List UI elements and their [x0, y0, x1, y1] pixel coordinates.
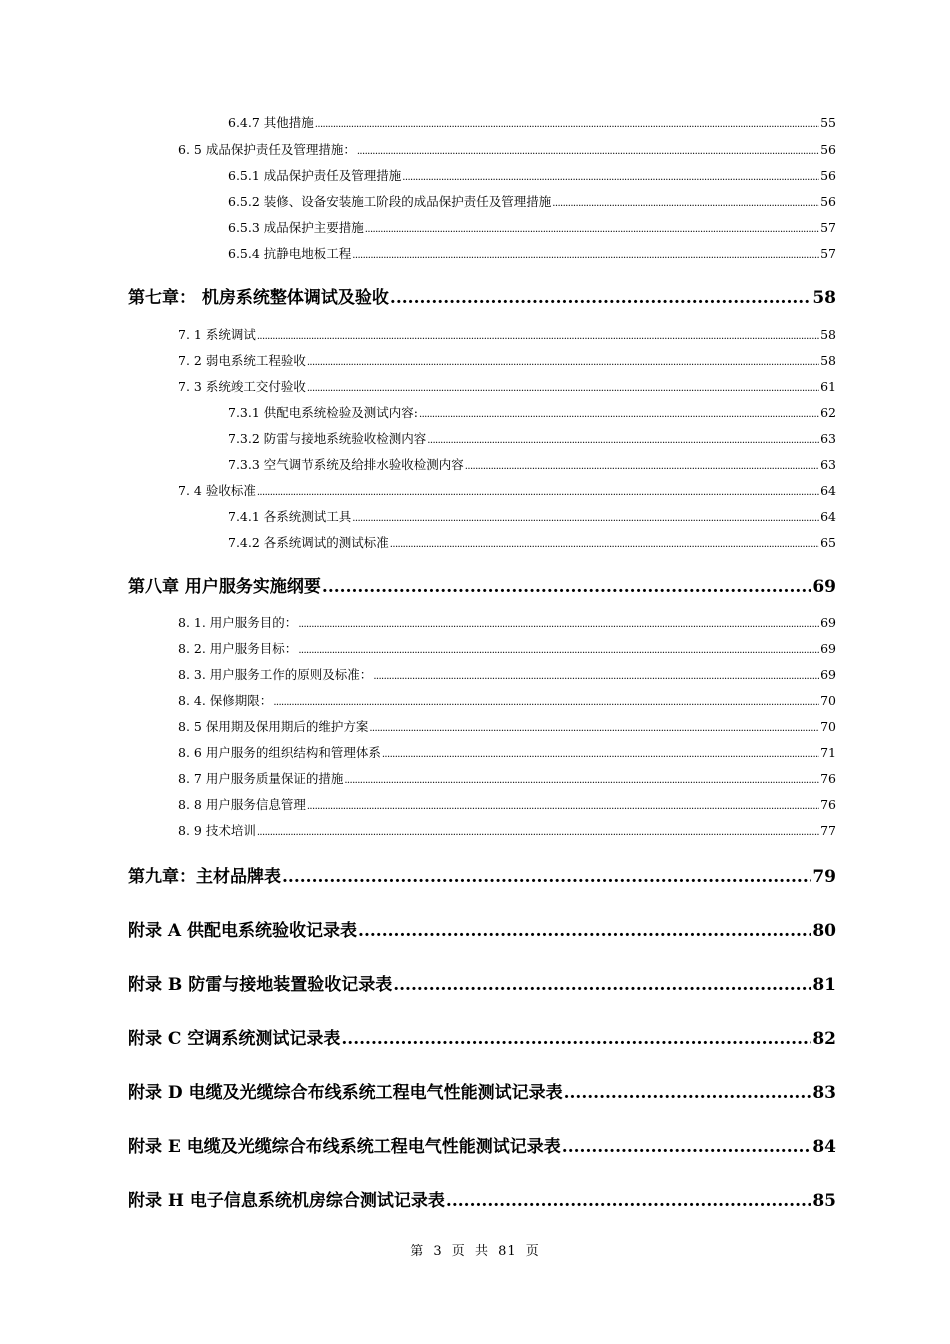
toc-entry-page: 69	[812, 577, 836, 597]
toc-entry-page: 64	[820, 509, 836, 524]
toc-entry[interactable]	[178, 691, 836, 709]
toc-leader-dots	[273, 697, 819, 708]
toc-leader-dots	[390, 288, 811, 308]
toc-leader-dots	[358, 921, 811, 941]
toc-leader-dots	[307, 801, 819, 812]
toc-entry[interactable]	[178, 351, 836, 369]
toc-entry-title: 6.4.7 其他措施	[228, 115, 314, 130]
toc-entry-page: 83	[812, 1083, 836, 1103]
page-footer	[0, 1240, 950, 1259]
toc-entry[interactable]	[178, 769, 836, 787]
toc-entry-page: 70	[820, 719, 836, 734]
toc-entry-page: 84	[812, 1137, 836, 1157]
toc-leader-dots	[446, 1191, 811, 1211]
toc-leader-dots	[257, 827, 819, 838]
toc-entry-title: 附录 E 电缆及光缆综合布线系统工程电气性能测试记录表	[128, 1137, 561, 1157]
toc-entry-title: 8. 7 用户服务质量保证的措施	[178, 771, 344, 786]
toc-entry-page: 64	[820, 483, 836, 498]
toc-entry[interactable]	[228, 533, 836, 551]
toc-entry[interactable]	[228, 429, 836, 447]
toc-entry-title: 7. 2 弱电系统工程验收	[178, 353, 306, 368]
toc-entry-title: 附录 A 供配电系统验收记录表	[128, 921, 358, 941]
toc-entry[interactable]	[178, 795, 836, 813]
toc-entry-page: 69	[820, 641, 836, 656]
toc-entry[interactable]	[228, 244, 836, 262]
toc-entry-title: 7.3.2 防雷与接地系统验收检测内容	[228, 431, 427, 446]
toc-entry-page: 69	[820, 667, 836, 682]
toc-entry[interactable]	[228, 507, 836, 525]
toc-entry-page: 69	[820, 615, 836, 630]
toc-entry-title: 8. 9 技术培训	[178, 823, 256, 838]
toc-leader-dots	[564, 1083, 812, 1103]
toc-leader-dots	[257, 331, 819, 342]
toc-leader-dots	[315, 119, 819, 130]
toc-entry-title: 6.5.2 装修、设备安装施工阶段的成品保护责任及管理措施	[228, 194, 552, 209]
toc-leader-dots	[341, 1029, 811, 1049]
toc-leader-dots	[298, 619, 819, 630]
toc-entry-title: 7. 4 验收标准	[178, 483, 256, 498]
toc-leader-dots	[369, 723, 819, 734]
toc-entry[interactable]	[128, 970, 836, 995]
toc-entry-page: 85	[812, 1191, 836, 1211]
toc-entry-title: 附录 B 防雷与接地装置验收记录表	[128, 975, 393, 995]
toc-entry-page: 77	[820, 823, 836, 838]
toc-entry-page: 57	[820, 246, 836, 261]
toc-entry-title: 附录 C 空调系统测试记录表	[128, 1029, 341, 1049]
toc-entry[interactable]	[178, 665, 836, 683]
toc-entry[interactable]	[228, 166, 836, 184]
toc-leader-dots	[393, 975, 811, 995]
toc-entry-page: 56	[820, 142, 836, 157]
toc-entry-title: 7. 1 系统调试	[178, 327, 256, 342]
toc-leader-dots	[344, 775, 819, 786]
toc-leader-dots	[352, 513, 819, 524]
toc-entry-page: 81	[812, 975, 836, 995]
toc-entry-page: 82	[812, 1029, 836, 1049]
toc-entry[interactable]	[128, 916, 836, 941]
toc-leader-dots	[357, 146, 819, 157]
toc-entry-title: 第八章 用户服务实施纲要	[128, 577, 321, 597]
toc-entry-title: 6.5.1 成品保护责任及管理措施	[228, 168, 402, 183]
toc-entry[interactable]	[178, 481, 836, 499]
toc-entry-page: 71	[820, 745, 836, 760]
toc-leader-dots	[402, 172, 819, 183]
footer-total-word: 共	[474, 1244, 489, 1259]
toc-entry-page: 55	[820, 115, 836, 130]
toc-entry-title: 8. 3. 用户服务工作的原则及标准：	[178, 667, 373, 682]
toc-entry-page: 61	[820, 379, 836, 394]
toc-entry-title: 8. 6 用户服务的组织结构和管理体系	[178, 745, 381, 760]
toc-leader-dots	[373, 671, 819, 682]
toc-entry[interactable]	[178, 140, 836, 158]
footer-total-pages: 81	[498, 1244, 517, 1259]
toc-entry-page: 58	[820, 327, 836, 342]
toc-entry[interactable]	[228, 455, 836, 473]
toc-leader-dots	[298, 645, 819, 656]
footer-page-word: 页	[451, 1244, 466, 1259]
toc-entry-page: 76	[820, 797, 836, 812]
toc-entry[interactable]	[178, 325, 836, 343]
toc-entry-title: 7. 3 系统竣工交付验收	[178, 379, 306, 394]
toc-entry-title: 7.3.1 供配电系统检验及测试内容:	[228, 405, 418, 420]
toc-leader-dots	[562, 1137, 812, 1157]
toc-entry-title: 8. 5 保用期及保用期后的维护方案	[178, 719, 369, 734]
toc-entry-title: 7.3.3 空气调节系统及给排水验收检测内容	[228, 457, 464, 472]
toc-leader-dots	[365, 224, 819, 235]
toc-leader-dots	[427, 435, 819, 446]
toc-entry[interactable]	[178, 717, 836, 735]
toc-entry-page: 79	[812, 867, 836, 887]
toc-leader-dots	[322, 577, 811, 597]
toc-entry-page: 70	[820, 693, 836, 708]
toc-entry-page: 58	[812, 288, 836, 308]
toc-entry[interactable]	[128, 1132, 836, 1157]
toc-entry-page: 57	[820, 220, 836, 235]
toc-leader-dots	[552, 198, 819, 209]
toc-entry[interactable]	[178, 377, 836, 395]
toc-entry-title: 6.5.4 抗静电地板工程	[228, 246, 352, 261]
toc-entry[interactable]	[128, 1024, 836, 1049]
toc-leader-dots	[307, 383, 819, 394]
toc-entry-page: 63	[820, 431, 836, 446]
toc-entry[interactable]	[178, 613, 836, 631]
toc-entry-title: 6. 5 成品保护责任及管理措施：	[178, 142, 356, 157]
toc-entry-title: 8. 1. 用户服务目的：	[178, 615, 298, 630]
toc-entry-title: 6.5.3 成品保护主要措施	[228, 220, 364, 235]
toc-leader-dots	[390, 539, 819, 550]
toc-entry-title: 8. 2. 用户服务目标：	[178, 641, 298, 656]
toc-entry-page: 76	[820, 771, 836, 786]
toc-entry[interactable]	[128, 862, 836, 887]
toc-entry-page: 63	[820, 457, 836, 472]
toc-entry-title: 7.4.2 各系统调试的测试标准	[228, 535, 389, 550]
toc-entry[interactable]	[228, 403, 836, 421]
toc-entry-title: 第七章： 机房系统整体调试及验收	[128, 288, 389, 308]
toc-entry-title: 8. 8 用户服务信息管理	[178, 797, 306, 812]
toc-entry[interactable]	[128, 283, 836, 308]
footer-suffix: 页	[525, 1244, 540, 1259]
toc-entry-page: 62	[820, 405, 836, 420]
toc-leader-dots	[382, 749, 819, 760]
toc-entry[interactable]	[128, 572, 836, 597]
toc-entry-page: 56	[820, 194, 836, 209]
toc-entry[interactable]	[228, 218, 836, 236]
toc-entry-title: 7.4.1 各系统测试工具	[228, 509, 352, 524]
toc-entry-title: 附录 H 电子信息系统机房综合测试记录表	[128, 1191, 445, 1211]
toc-entry-page: 65	[820, 535, 836, 550]
toc-entry-title: 8. 4. 保修期限：	[178, 693, 273, 708]
toc-entry[interactable]	[128, 1078, 836, 1103]
toc-entry[interactable]	[178, 821, 836, 839]
toc-entry-page: 58	[820, 353, 836, 368]
toc-entry[interactable]	[178, 743, 836, 761]
toc-entry[interactable]	[228, 192, 836, 210]
toc-leader-dots	[257, 487, 819, 498]
footer-current-page: 3	[433, 1244, 443, 1259]
toc-entry-page: 56	[820, 168, 836, 183]
toc-entry[interactable]	[178, 639, 836, 657]
toc-entry[interactable]	[228, 113, 836, 131]
toc-leader-dots	[419, 409, 819, 420]
footer-prefix: 第	[410, 1244, 425, 1259]
toc-entry[interactable]	[128, 1186, 836, 1211]
toc-leader-dots	[307, 357, 819, 368]
toc-entry-title: 第九章：主材品牌表	[128, 867, 281, 887]
toc-leader-dots	[282, 867, 811, 887]
toc-leader-dots	[465, 461, 819, 472]
toc-leader-dots	[352, 250, 819, 261]
toc-entry-page: 80	[812, 921, 836, 941]
toc-entry-title: 附录 D 电缆及光缆综合布线系统工程电气性能测试记录表	[128, 1083, 563, 1103]
